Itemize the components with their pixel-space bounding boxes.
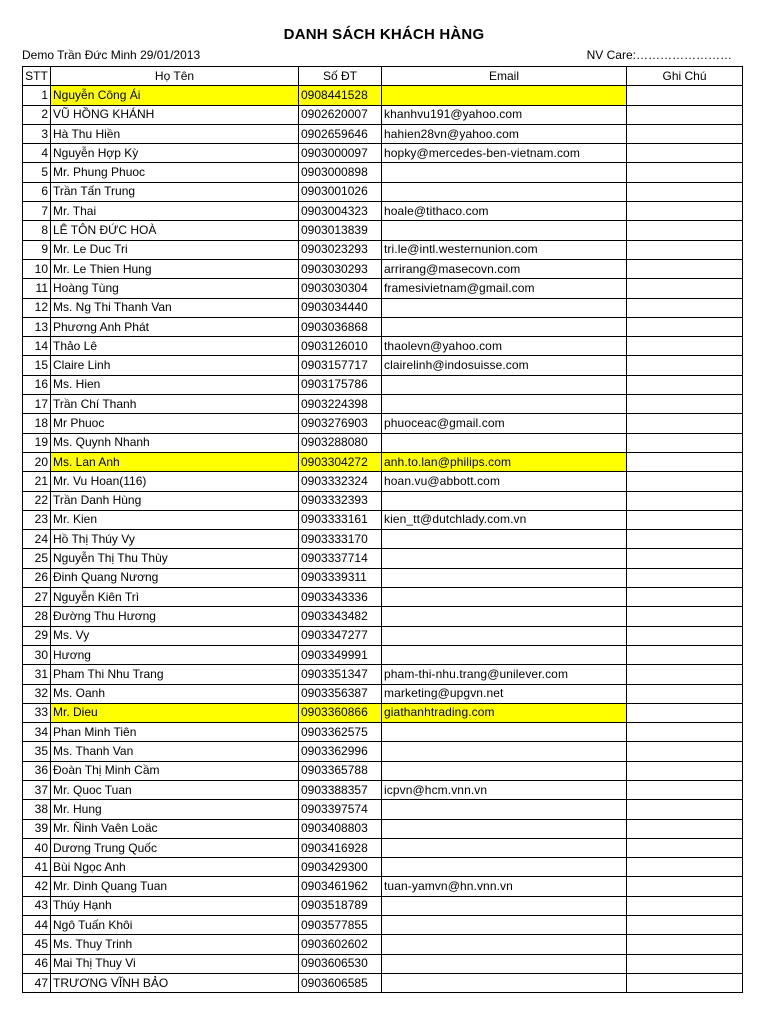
table-row[interactable] [23,105,743,124]
phone-number[interactable]: 0903606530 [299,954,382,973]
row-number[interactable]: 3 [23,124,51,143]
customer-name[interactable]: Ms. Hien [51,375,299,394]
row-number[interactable]: 15 [23,356,51,375]
phone-number[interactable]: 0903356387 [299,684,382,703]
customer-name[interactable]: Mr Phuoc [51,414,299,433]
note-cell[interactable] [627,858,743,877]
customer-name[interactable]: Thúy Hạnh [51,896,299,915]
customer-name[interactable]: TRƯƠNG VĨNH BẢO [51,973,299,992]
phone-number[interactable]: 0908441528 [299,86,382,105]
email-address[interactable] [382,761,627,780]
email-address[interactable]: hopky@mercedes-ben-vietnam.com [382,144,627,163]
row-number[interactable]: 7 [23,202,51,221]
customer-table [22,66,743,993]
row-number[interactable]: 46 [23,954,51,973]
email-address[interactable] [382,645,627,664]
table-row[interactable] [23,124,743,143]
note-cell[interactable] [627,877,743,896]
email-address[interactable] [382,568,627,587]
note-cell[interactable] [627,298,743,317]
phone-number[interactable]: 0903362575 [299,723,382,742]
customer-name[interactable]: Mr. Ñinh Vaên Loäc [51,819,299,838]
table-row[interactable] [23,202,743,221]
row-number[interactable]: 35 [23,742,51,761]
email-address[interactable]: arrirang@masecovn.com [382,259,627,278]
table-row[interactable] [23,491,743,510]
phone-number[interactable]: 0903030304 [299,279,382,298]
phone-number[interactable]: 0903224398 [299,395,382,414]
phone-number[interactable]: 0903023293 [299,240,382,259]
customer-name[interactable]: Pham Thi Nhu Trang [51,665,299,684]
table-row[interactable] [23,607,743,626]
row-number[interactable]: 31 [23,665,51,684]
note-cell[interactable] [627,703,743,722]
customer-name[interactable]: Claire Linh [51,356,299,375]
table-row[interactable] [23,433,743,452]
table-row[interactable] [23,530,743,549]
row-number[interactable]: 9 [23,240,51,259]
email-address[interactable]: tri.le@intl.westernunion.com [382,240,627,259]
note-cell[interactable] [627,973,743,992]
email-address[interactable] [382,607,627,626]
table-row[interactable] [23,800,743,819]
note-cell[interactable] [627,530,743,549]
customer-name[interactable]: Ms. Quynh Nhanh [51,433,299,452]
phone-number[interactable]: 0903602602 [299,935,382,954]
table-row[interactable] [23,452,743,471]
email-address[interactable] [382,742,627,761]
phone-number[interactable]: 0903577855 [299,916,382,935]
note-cell[interactable] [627,279,743,298]
note-cell[interactable] [627,202,743,221]
email-address[interactable]: thaolevn@yahoo.com [382,337,627,356]
note-cell[interactable] [627,780,743,799]
customer-name[interactable]: Mr. Le Duc Tri [51,240,299,259]
customer-name[interactable]: Mr. Dinh Quang Tuan [51,877,299,896]
nv-care-label: NV Care:…………………… [586,48,732,62]
row-number[interactable]: 36 [23,761,51,780]
document-title: DANH SÁCH KHÁCH HÀNG [283,26,485,43]
phone-number[interactable]: 0903351347 [299,665,382,684]
header-row [23,67,743,86]
customer-name[interactable]: Nguyễn Thị Thu Thùy [51,549,299,568]
note-cell[interactable] [627,800,743,819]
row-number[interactable]: 20 [23,452,51,471]
row-number[interactable]: 38 [23,800,51,819]
phone-number[interactable]: 0903606585 [299,973,382,992]
note-cell[interactable] [627,684,743,703]
phone-number[interactable]: 0903397574 [299,800,382,819]
note-cell[interactable] [627,144,743,163]
customer-name[interactable]: Đoàn Thị Minh Cầm [51,761,299,780]
column-header-phone: Số ĐT [299,67,382,86]
table-row[interactable] [23,742,743,761]
phone-number[interactable]: 0903518789 [299,896,382,915]
phone-number[interactable]: 0903276903 [299,414,382,433]
row-number[interactable]: 22 [23,491,51,510]
table-row[interactable] [23,761,743,780]
customer-name[interactable]: Thảo Lê [51,337,299,356]
email-address[interactable] [382,549,627,568]
email-address[interactable]: hoan.vu@abbott.com [382,472,627,491]
note-cell[interactable] [627,742,743,761]
note-cell[interactable] [627,356,743,375]
customer-name[interactable]: Phan Minh Tiên [51,723,299,742]
email-address[interactable] [382,838,627,857]
table-row[interactable] [23,684,743,703]
customer-name[interactable]: Mr. Thai [51,202,299,221]
email-address[interactable] [382,819,627,838]
email-address[interactable]: marketing@upgvn.net [382,684,627,703]
email-address[interactable] [382,491,627,510]
row-number[interactable]: 1 [23,86,51,105]
table-row[interactable] [23,645,743,664]
customer-name[interactable]: Nguyễn Kiên Trì [51,588,299,607]
table-row[interactable] [23,240,743,259]
row-number[interactable]: 4 [23,144,51,163]
table-row[interactable] [23,298,743,317]
table-row[interactable] [23,317,743,336]
email-address[interactable]: anh.to.lan@philips.com [382,452,627,471]
table-row[interactable] [23,665,743,684]
email-address[interactable]: icpvn@hcm.vnn.vn [382,780,627,799]
row-number[interactable]: 11 [23,279,51,298]
note-cell[interactable] [627,761,743,780]
phone-number[interactable]: 0903343482 [299,607,382,626]
table-row[interactable] [23,163,743,182]
email-address[interactable] [382,433,627,452]
table-row[interactable] [23,279,743,298]
table-row[interactable] [23,896,743,915]
phone-number[interactable]: 0903304272 [299,452,382,471]
customer-name[interactable]: Mr. Kien [51,510,299,529]
table-row[interactable] [23,819,743,838]
row-number[interactable]: 16 [23,375,51,394]
customer-name[interactable]: Nguyễn Hợp Kỳ [51,144,299,163]
phone-number[interactable]: 0903333170 [299,530,382,549]
table-row[interactable] [23,356,743,375]
customer-name[interactable]: Phương Anh Phát [51,317,299,336]
phone-number[interactable]: 0903347277 [299,626,382,645]
row-number[interactable]: 19 [23,433,51,452]
note-cell[interactable] [627,433,743,452]
email-address[interactable] [382,954,627,973]
phone-number[interactable]: 0903343336 [299,588,382,607]
customer-name[interactable]: Hương [51,645,299,664]
email-address[interactable] [382,626,627,645]
note-cell[interactable] [627,86,743,105]
email-address[interactable]: pham-thi-nhu.trang@unilever.com [382,665,627,684]
customer-name[interactable]: Hồ Thị Thúy Vy [51,530,299,549]
phone-number[interactable]: 0903288080 [299,433,382,452]
email-address[interactable]: khanhvu191@yahoo.com [382,105,627,124]
row-number[interactable]: 14 [23,337,51,356]
note-cell[interactable] [627,259,743,278]
customer-name[interactable]: Hà Thu Hiền [51,124,299,143]
email-address[interactable] [382,935,627,954]
row-number[interactable]: 27 [23,588,51,607]
phone-number[interactable]: 0903126010 [299,337,382,356]
phone-number[interactable]: 0903175786 [299,375,382,394]
email-address[interactable] [382,182,627,201]
column-header-note: Ghi Chú [627,67,743,86]
phone-number[interactable]: 0903349991 [299,645,382,664]
row-number[interactable]: 6 [23,182,51,201]
customer-name[interactable]: VŨ HỒNG KHÁNH [51,105,299,124]
email-address[interactable]: phuoceac@gmail.com [382,414,627,433]
email-address[interactable] [382,298,627,317]
table-row[interactable] [23,877,743,896]
table-row[interactable] [23,414,743,433]
table-row[interactable] [23,954,743,973]
note-cell[interactable] [627,510,743,529]
table-row[interactable] [23,86,743,105]
customer-name[interactable]: Đinh Quang Nương [51,568,299,587]
table-row[interactable] [23,221,743,240]
phone-number[interactable]: 0903365788 [299,761,382,780]
note-cell[interactable] [627,105,743,124]
row-number[interactable]: 40 [23,838,51,857]
row-number[interactable]: 43 [23,896,51,915]
table-row[interactable] [23,858,743,877]
row-number[interactable]: 2 [23,105,51,124]
email-address[interactable] [382,163,627,182]
note-cell[interactable] [627,588,743,607]
table-row[interactable] [23,259,743,278]
email-address[interactable] [382,317,627,336]
customer-name[interactable]: Đường Thu Hương [51,607,299,626]
email-address[interactable] [382,530,627,549]
phone-number[interactable]: 0903000898 [299,163,382,182]
email-address[interactable] [382,723,627,742]
customer-name[interactable]: Bùi Ngọc Anh [51,858,299,877]
phone-number[interactable]: 0903013839 [299,221,382,240]
row-number[interactable]: 18 [23,414,51,433]
note-cell[interactable] [627,414,743,433]
table-row[interactable] [23,510,743,529]
column-header-stt: STT [23,67,51,86]
email-address[interactable] [382,395,627,414]
email-address[interactable] [382,916,627,935]
phone-number[interactable]: 0903034440 [299,298,382,317]
phone-number[interactable]: 0903332393 [299,491,382,510]
phone-number[interactable]: 0902659646 [299,124,382,143]
email-address[interactable]: tuan-yamvn@hn.vnn.vn [382,877,627,896]
table-row[interactable] [23,472,743,491]
row-number[interactable]: 34 [23,723,51,742]
phone-number[interactable]: 0903157717 [299,356,382,375]
customer-name[interactable]: Trần Tấn Trung [51,182,299,201]
row-number[interactable]: 28 [23,607,51,626]
email-address[interactable]: giathanhtrading.com [382,703,627,722]
note-cell[interactable] [627,819,743,838]
column-header-email: Email [382,67,627,86]
phone-number[interactable]: 0903030293 [299,259,382,278]
row-number[interactable]: 37 [23,780,51,799]
row-number[interactable]: 30 [23,645,51,664]
phone-number[interactable]: 0903333161 [299,510,382,529]
row-number[interactable]: 26 [23,568,51,587]
customer-name[interactable]: Mr. Le Thien Hung [51,259,299,278]
email-address[interactable] [382,858,627,877]
customer-name[interactable]: Ngô Tuấn Khôi [51,916,299,935]
note-cell[interactable] [627,337,743,356]
note-cell[interactable] [627,182,743,201]
note-cell[interactable] [627,568,743,587]
table-row[interactable] [23,838,743,857]
note-cell[interactable] [627,645,743,664]
note-cell[interactable] [627,626,743,645]
phone-number[interactable]: 0903004323 [299,202,382,221]
email-address[interactable] [382,973,627,992]
table-row[interactable] [23,549,743,568]
email-address[interactable]: clairelinh@indosuisse.com [382,356,627,375]
row-number[interactable]: 10 [23,259,51,278]
customer-name[interactable]: Trần Danh Hùng [51,491,299,510]
customer-name[interactable]: Hoàng Tùng [51,279,299,298]
email-address[interactable] [382,896,627,915]
note-cell[interactable] [627,491,743,510]
table-row[interactable] [23,375,743,394]
table-row[interactable] [23,973,743,992]
note-cell[interactable] [627,665,743,684]
note-cell[interactable] [627,896,743,915]
row-number[interactable]: 17 [23,395,51,414]
phone-number[interactable]: 0902620007 [299,105,382,124]
email-address[interactable] [382,375,627,394]
phone-number[interactable]: 0903388357 [299,780,382,799]
phone-number[interactable]: 0903360866 [299,703,382,722]
customer-name[interactable]: Ms. Oanh [51,684,299,703]
table-row[interactable] [23,626,743,645]
row-number[interactable]: 24 [23,530,51,549]
phone-number[interactable]: 0903000097 [299,144,382,163]
table-row[interactable] [23,182,743,201]
note-cell[interactable] [627,472,743,491]
phone-number[interactable]: 0903362996 [299,742,382,761]
email-address[interactable]: kien_tt@dutchlady.com.vn [382,510,627,529]
table-row[interactable] [23,395,743,414]
row-number[interactable]: 29 [23,626,51,645]
email-address[interactable] [382,86,627,105]
table-row[interactable] [23,916,743,935]
customer-name[interactable]: Dương Trung Quốc [51,838,299,857]
table-body [23,86,743,993]
note-cell[interactable] [627,240,743,259]
table-row[interactable] [23,703,743,722]
note-cell[interactable] [627,838,743,857]
subheader [22,48,732,64]
table-row[interactable] [23,568,743,587]
author-date: Demo Trần Đức Minh 29/01/2013 [22,48,201,62]
row-number[interactable]: 47 [23,973,51,992]
note-cell[interactable] [627,221,743,240]
note-cell[interactable] [627,163,743,182]
customer-name[interactable]: Mr. Quoc Tuan [51,780,299,799]
row-number[interactable]: 41 [23,858,51,877]
phone-number[interactable]: 0903408803 [299,819,382,838]
customer-name[interactable]: Nguyễn Công Ái [51,86,299,105]
table-row[interactable] [23,588,743,607]
customer-name[interactable]: Mr. Hung [51,800,299,819]
table-row[interactable] [23,144,743,163]
email-address[interactable]: hoale@tithaco.com [382,202,627,221]
phone-number[interactable]: 0903337714 [299,549,382,568]
customer-name[interactable]: Mr. Vu Hoan(116) [51,472,299,491]
customer-name[interactable]: Ms. Ng Thi Thanh Van [51,298,299,317]
customer-name[interactable]: LÊ TÔN ĐỨC HOÀ [51,221,299,240]
note-cell[interactable] [627,375,743,394]
phone-number[interactable]: 0903036868 [299,317,382,336]
row-number[interactable]: 8 [23,221,51,240]
table-row[interactable] [23,935,743,954]
email-address[interactable] [382,800,627,819]
note-cell[interactable] [627,317,743,336]
note-cell[interactable] [627,549,743,568]
note-cell[interactable] [627,124,743,143]
phone-number[interactable]: 0903339311 [299,568,382,587]
note-cell[interactable] [627,935,743,954]
customer-name[interactable]: Trần Chí Thanh [51,395,299,414]
phone-number[interactable]: 0903429300 [299,858,382,877]
customer-name[interactable]: Mr. Phung Phuoc [51,163,299,182]
note-cell[interactable] [627,916,743,935]
customer-name[interactable]: Mr. Dieu [51,703,299,722]
email-address[interactable]: framesivietnam@gmail.com [382,279,627,298]
row-number[interactable]: 12 [23,298,51,317]
email-address[interactable]: hahien28vn@yahoo.com [382,124,627,143]
phone-number[interactable]: 0903416928 [299,838,382,857]
email-address[interactable] [382,588,627,607]
note-cell[interactable] [627,395,743,414]
row-number[interactable]: 44 [23,916,51,935]
table-row[interactable] [23,337,743,356]
phone-number[interactable]: 0903332324 [299,472,382,491]
phone-number[interactable]: 0903461962 [299,877,382,896]
table-row[interactable] [23,780,743,799]
row-number[interactable]: 42 [23,877,51,896]
note-cell[interactable] [627,723,743,742]
row-number[interactable]: 33 [23,703,51,722]
email-address[interactable] [382,221,627,240]
customer-name[interactable]: Ms. Thuy Trinh [51,935,299,954]
customer-name[interactable]: Mai Thị Thuy Vi [51,954,299,973]
note-cell[interactable] [627,954,743,973]
customer-name[interactable]: Ms. Thanh Van [51,742,299,761]
row-number[interactable]: 21 [23,472,51,491]
row-number[interactable]: 5 [23,163,51,182]
customer-name[interactable]: Ms. Lan Anh [51,452,299,471]
note-cell[interactable] [627,452,743,471]
table-row[interactable] [23,723,743,742]
customer-name[interactable]: Ms. Vy [51,626,299,645]
row-number[interactable]: 32 [23,684,51,703]
row-number[interactable]: 23 [23,510,51,529]
note-cell[interactable] [627,607,743,626]
phone-number[interactable]: 0903001026 [299,182,382,201]
row-number[interactable]: 13 [23,317,51,336]
row-number[interactable]: 45 [23,935,51,954]
row-number[interactable]: 25 [23,549,51,568]
column-header-name: Họ Tên [51,67,299,86]
row-number[interactable]: 39 [23,819,51,838]
